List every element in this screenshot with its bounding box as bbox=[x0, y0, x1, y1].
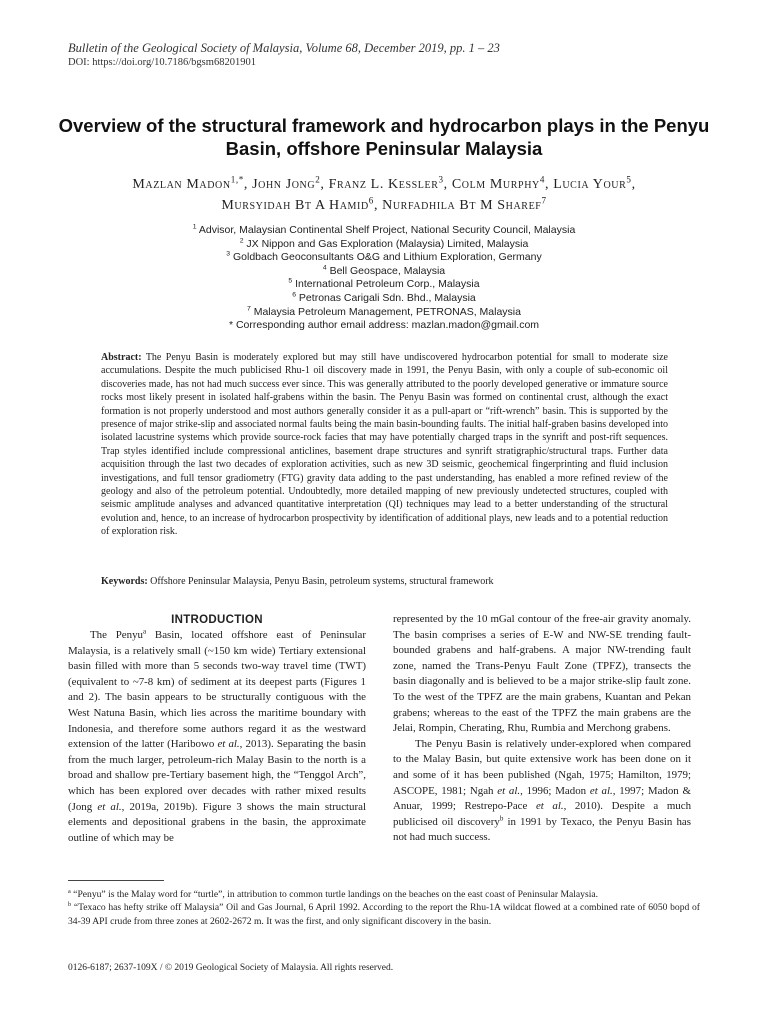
footnote-mark: b bbox=[68, 901, 72, 909]
author-line-2: Mursyidah Bt A Hamid$^6$, Nurfadhila Bt M Sharef$^7$ bbox=[221, 195, 547, 213]
affiliation-line bbox=[100, 265, 668, 279]
doi-link[interactable]: DOI: https://doi.org/10.7186/bgsm68201901 bbox=[68, 57, 256, 68]
affiliation-line bbox=[100, 292, 668, 306]
paper-title: Overview of the structural framework and hydrocarbon plays in the Penyu Basin, offshore Peninsular Malaysia bbox=[58, 115, 710, 159]
body-column-right bbox=[393, 612, 691, 846]
copyright-line: 0126-6187; 2637-109X / © 2019 Geological Society of Malaysia. All rights reserved. bbox=[68, 963, 394, 973]
affiliation-mark: 1 bbox=[192, 223, 197, 231]
author-name: John Jong bbox=[252, 177, 316, 192]
author-affiliation-mark: 5 bbox=[626, 174, 632, 185]
footnote-mark: a bbox=[142, 627, 147, 636]
affiliation-mark: 3 bbox=[226, 250, 231, 258]
section-heading-introduction: INTRODUCTION bbox=[171, 614, 263, 626]
affiliation-text: Bell Geospace, Malaysia bbox=[326, 264, 446, 277]
affiliation-text: JX Nippon and Gas Exploration (Malaysia) Limited, Malaysia bbox=[243, 237, 529, 250]
affiliation-text: International Petroleum Corp., Malaysia bbox=[292, 278, 480, 291]
footnote bbox=[68, 888, 700, 901]
affiliation-line bbox=[100, 278, 668, 292]
author-affiliation-mark: 4 bbox=[539, 174, 545, 185]
author-name: Colm Murphy bbox=[451, 177, 540, 192]
author-affiliation-mark: 7 bbox=[541, 195, 547, 206]
author-affiliation-mark: 1,* bbox=[230, 174, 244, 185]
affiliation-line bbox=[100, 224, 668, 238]
italic-text: et al. bbox=[589, 784, 613, 797]
author-list bbox=[40, 174, 728, 216]
affiliation-line bbox=[100, 251, 668, 265]
footnote-text: “Penyu” is the Malay word for “turtle”, in attribution to common turtle landings on the beaches on the east coast of Peninsular Malaysia. bbox=[70, 889, 599, 900]
keywords-label: Keywords: bbox=[101, 576, 148, 587]
journal-citation: Bulletin of the Geological Society of Malaysia, Volume 68, December 2019, pp. 1 – 23 bbox=[68, 41, 500, 55]
abstract bbox=[101, 351, 668, 539]
affiliation-text: Advisor, Malaysian Continental Shelf Project, National Security Council, Malaysia bbox=[196, 224, 576, 236]
author-affiliation-mark: 3 bbox=[438, 174, 444, 185]
footnote-text: “Texaco has hefty strike off Malaysia” Oil and Gas Journal, 6 April 1992. According to the report the Rhu-1A wildcat flowed at a combined rate of 6050 bopd of 34-39 API crude from three zones at 2602-2672 m. It was the first, and only significant discovery in the basin. bbox=[68, 902, 700, 927]
body-column-left bbox=[68, 612, 366, 846]
italic-text: et al. bbox=[217, 738, 240, 751]
abstract-text: The Penyu Basin is moderately explored but may still have undiscovered hydrocarbon potential for small to moderate size accumulations. Despite the much publicised Rhu-1 oil discovery made in 1991, the Penyu Basin, with only a couple of sub-economic oil discoveries made, has not had much success ever since. This was generally attributed to the poorly developed generative or immature source rocks most likely present in isolated half-grabens within the basin. The Penyu Basin was formed on continental crust, although the exact formation is not properly understood and most authors generally consider it as a pull-apart or “rift-wrench” basin. This is supported by the presence of major strike-slip and associated normal faults being the main basin-bounding faults. The initial half-graben basins developed into isolated lacustrine systems which provide source-rock facies that may have potentially charged traps in the synrift and post-rift sequences. Trap styles identified include compressional anticlines, basement drape structures and synrift stratigraphic/structural traps. Further data acquisition through the last two decades of exploration activities, such as new 3D seismic, geochemical fingerprinting and fluid inclusion investigations, and full tensor gradiometry (FTG) gravity data adding to the past understanding, has enabled a more refined review of the geology and also of the petroleum potential. Undoubtedly, more detailed mapping of new previously undetected structures, coupled with seismic amplitude analyses and advanced quantitative interpretation (QI) techniques may lead to a better understanding of the structural evolution and, hence, to an increase of hydrocarbon prospectivity by identification of additional plays, new leads and to a potential reduction of exploration risk. bbox=[101, 352, 668, 538]
author-affiliation-mark: 2 bbox=[315, 174, 321, 185]
author-name: Mursyidah Bt A Hamid bbox=[221, 198, 369, 213]
affiliation-line bbox=[100, 306, 668, 320]
affiliation-text: * Corresponding author email address: mazlan.madon@gmail.com bbox=[228, 319, 540, 332]
journal-header bbox=[68, 40, 708, 70]
author-affiliation-mark: 6 bbox=[368, 195, 374, 206]
author-name: Nurfadhila Bt M Sharef bbox=[382, 198, 542, 213]
affiliations bbox=[100, 224, 668, 333]
affiliation-text: Malaysia Petroleum Management, PETRONAS, Malaysia bbox=[250, 305, 521, 318]
footnote bbox=[68, 901, 700, 928]
affiliation-mark: 7 bbox=[247, 305, 251, 313]
affiliation-mark: 5 bbox=[288, 277, 293, 285]
abstract-label: Abstract: bbox=[101, 352, 142, 363]
affiliation-mark: 2 bbox=[239, 237, 244, 245]
intro-paragraph-1: The Penyu$^a$ Basin, located offshore east of Peninsular Malaysia, is a relatively small (~150 km wide) Tertiary extensional basin filled with more than 5 seconds two-way travel time (TWT) (equivalent to ~7-8 km) of sediment at its deepest parts (Figures 1 and 2). The basin appears to be structurally contiguous with the West Natuna Basin, which lies across the maritime boundary with Indonesia, and therefore some authors regard it as the westward extension of the latter (Haribowo et al., 2013). Separating the basin from the much larger, petroleum-rich Malay Basin to the north is a broad and shallow pre-Tertiary basement high, the “Tenggol Arch”, which has been explored over decades with rather mixed results (Jong et al., 2019a, 2019b). Figure 3 shows the main structural elements and depositional grabens in the basin, the approximate outline of which may be bbox=[68, 627, 366, 844]
footnotes bbox=[68, 888, 700, 928]
footnote-mark: b bbox=[499, 814, 504, 823]
keywords bbox=[101, 575, 668, 588]
author-name: Franz L. Kessler bbox=[328, 177, 439, 192]
affiliation-mark: 4 bbox=[322, 264, 327, 272]
italic-text: et al. bbox=[535, 800, 564, 813]
author-line-1: Mazlan Madon$^{1,*}$, John Jong$^2$, Franz L. Kessler$^3$, Colm Murphy$^4$, Lucia Your$^5$, bbox=[132, 174, 636, 192]
author-name: Lucia Your bbox=[553, 177, 627, 192]
italic-text: et al. bbox=[497, 784, 521, 797]
affiliation-text: Goldbach Geoconsultants O&G and Lithium Exploration, Germany bbox=[230, 251, 542, 264]
affiliation-mark: 6 bbox=[292, 291, 297, 299]
footnote-mark: a bbox=[68, 887, 71, 895]
intro-paragraph-2: represented by the 10 mGal contour of the free-air gravity anomaly. The basin comprises a series of E-W and NW-SE trending fault-bounded grabens and half-grabens. A major NW-trending fault zone, named the Trans-Penyu Fault Zone (TPFZ), transects the basin diagonally and is believed to be a major strike-slip fault zone. To the west of the TPFZ are the main grabens, Kuantan and Pekan grabens; whereas to the east of the TPFZ the main grabens are the Jelai, Rompin, Cherating, Rhu, Rumbia and Merchong grabens. bbox=[393, 613, 691, 735]
keywords-text: Offshore Peninsular Malaysia, Penyu Basin, petroleum systems, structural framework bbox=[147, 576, 494, 587]
intro-paragraph-3: The Penyu Basin is relatively under-explored when compared to the Malay Basin, but quite extensive work has been done on it and some of it has been published (Ngah, 1975; Hamilton, 1979; ASCOPE, 1981; Ngah et al., 1996; Madon et al., 1997; Madon & Anuar, 1999; Restrepo-Pace et al., 2010). Despite a much publicised oil discovery$^b$ in 1991 by Texaco, the Penyu Basin has not had much success. bbox=[393, 737, 692, 844]
footnote-divider bbox=[68, 880, 164, 881]
author-name: Mazlan Madon bbox=[132, 177, 231, 192]
italic-text: et al. bbox=[97, 800, 122, 813]
affiliation-text: Petronas Carigali Sdn. Bhd., Malaysia bbox=[296, 291, 476, 304]
affiliation-line bbox=[100, 319, 668, 333]
affiliation-line bbox=[100, 238, 668, 252]
